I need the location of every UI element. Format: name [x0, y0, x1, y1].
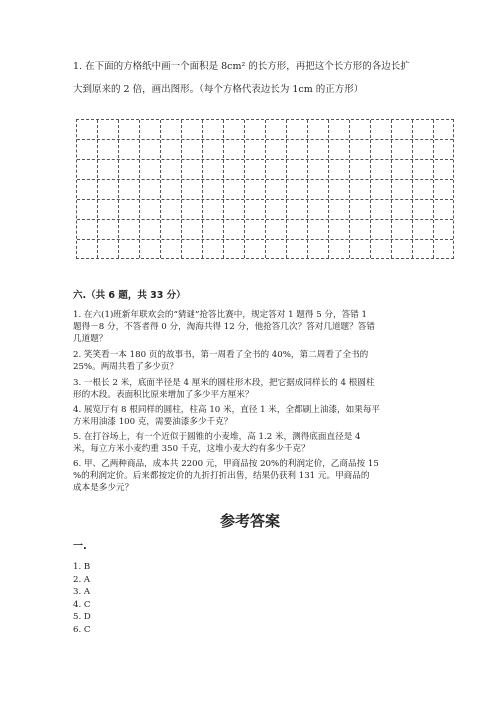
- section-6-line: 2. 笑笑看一本 180 页的故事书，第一周看了全书的 40%，第二周看了全书的: [73, 350, 369, 360]
- grid-line-horizontal: [77, 199, 453, 200]
- answer-section-heading: 一.: [73, 541, 87, 552]
- grid-line-vertical: [202, 120, 203, 258]
- grid-line-horizontal: [77, 239, 453, 240]
- grid-line-vertical: [223, 120, 224, 258]
- grid-line-horizontal: [77, 219, 453, 220]
- question-1-line-2: 大到原来的 2 倍，画出图形。（每个方格代表边长为 1cm 的正方形）: [73, 84, 364, 95]
- grid-line-vertical: [307, 120, 308, 258]
- grid-line-vertical: [160, 120, 161, 258]
- section-6-line: 题得－8 分，不答者得 0 分，淘海共得 12 分，他抢答几次？答对几道题？答错: [73, 322, 375, 332]
- grid-line-horizontal: [77, 159, 453, 160]
- grid-line-vertical: [328, 120, 329, 258]
- grid-line-vertical: [370, 120, 371, 258]
- section-6-heading: 六.（共 6 题，共 33 分）: [73, 290, 186, 301]
- section-6-line: 方米用油漆 100 克，需要油漆多少千克？: [73, 417, 233, 427]
- grid-line-vertical: [97, 120, 98, 258]
- grid-line-vertical: [391, 120, 392, 258]
- grid-line-horizontal: [77, 139, 453, 140]
- section-6-line: 米，每立方米小麦约重 350 千克，这堆小麦大约有多少千克？: [73, 444, 310, 454]
- answer-title: 参考答案: [219, 512, 280, 530]
- answer-item: 2. A: [73, 574, 91, 585]
- grid-line-horizontal: [77, 179, 453, 180]
- answer-item: 1. B: [73, 562, 91, 572]
- answer-item: 3. A: [73, 587, 91, 597]
- grid-line-vertical: [244, 120, 245, 258]
- grid-line-vertical: [433, 120, 434, 258]
- grid-line-vertical: [181, 120, 182, 258]
- answer-item: 4. C: [73, 599, 91, 610]
- section-6-line: 形的木段。表面积比原来增加了多少平方厘米？: [73, 390, 254, 400]
- grid-line-vertical: [139, 120, 140, 258]
- section-6-line: 4. 展览厅有 8 根同样的圆柱，柱高 10 米，直径 1 米，全都刷上油漆，如果每平: [73, 405, 381, 415]
- question-1-line-1: 1. 在下面的方格纸中画一个面积是 8cm² 的长方形，再把这个长方形的各边长扩: [73, 61, 410, 72]
- grid-line-vertical: [349, 120, 350, 258]
- grid-line-vertical: [265, 120, 266, 258]
- grid-paper: [76, 119, 454, 259]
- grid-line-vertical: [286, 120, 287, 258]
- section-6-line: 6. 甲、乙两种商品，成本共 2200 元，甲商品按 20%的利润定价，乙商品按 15: [73, 459, 379, 469]
- grid-line-vertical: [118, 120, 119, 258]
- answer-item: 6. C: [73, 624, 91, 635]
- section-6-line: 1. 在六(1)班新年联欢会的“猜谜”抢答比赛中，规定答对 1 题得 5 分，答错 1: [73, 310, 367, 320]
- section-6-line: 5. 在打谷场上，有一个近似于圆锥的小麦堆，高 1.2 米，测得底面直径是 4: [73, 432, 361, 442]
- section-6-line: 几道题？: [73, 334, 108, 344]
- section-6-line: 25%。两周共看了多少页？: [73, 362, 179, 372]
- grid-line-vertical: [412, 120, 413, 258]
- section-6-line: %的利润定价。后来都按定价的九折打折出售，结果仍获利 131 元。甲商品的: [73, 471, 370, 481]
- section-6-line: 成本是多少元？: [73, 483, 134, 493]
- answer-item: 5. D: [73, 612, 91, 622]
- section-6-line: 3. 一根长 2 米，底面半径是 4 厘米的圆柱形木段，把它据成同样长的 4 根圆柱: [73, 378, 375, 388]
